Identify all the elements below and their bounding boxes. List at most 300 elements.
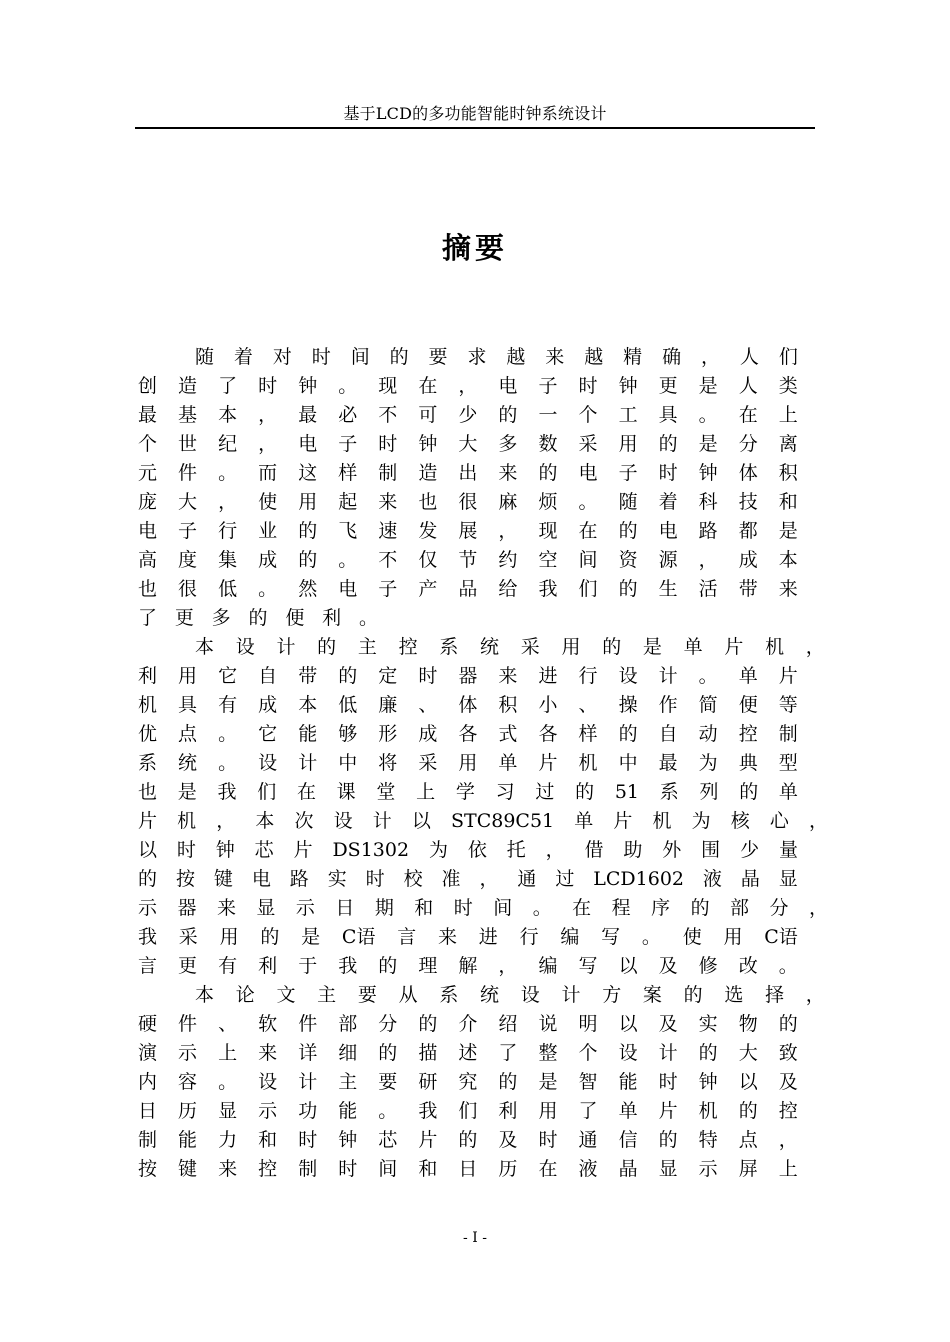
text-token: 少 bbox=[740, 839, 760, 861]
text-token: 液 bbox=[702, 868, 722, 890]
text-token: 设 bbox=[258, 1071, 278, 1093]
text-token: 制 bbox=[378, 462, 398, 484]
text-token: 统 bbox=[480, 636, 500, 658]
text-token: 必 bbox=[338, 404, 358, 426]
text-line bbox=[138, 575, 798, 604]
text-token: 键 bbox=[213, 868, 233, 890]
text-token: 片 bbox=[778, 665, 798, 687]
text-token: 计 bbox=[561, 984, 581, 1006]
text-token: 出 bbox=[458, 462, 478, 484]
text-token: 也 bbox=[138, 578, 158, 600]
text-token: 越 bbox=[584, 346, 604, 368]
text-token: 来 bbox=[778, 578, 798, 600]
text-token: STC89C51 bbox=[451, 810, 555, 832]
text-line bbox=[138, 488, 798, 517]
text-token: 随 bbox=[618, 491, 638, 513]
text-token: 机 bbox=[578, 752, 598, 774]
text-token: 计 bbox=[298, 1071, 318, 1093]
text-token: 产 bbox=[418, 578, 438, 600]
text-token: 电 bbox=[298, 433, 318, 455]
text-line bbox=[138, 1097, 798, 1126]
text-token: 助 bbox=[623, 839, 643, 861]
text-token: 这 bbox=[298, 462, 318, 484]
text-token: 随 bbox=[195, 346, 215, 368]
text-token: 系 bbox=[439, 636, 459, 658]
text-token: 过 bbox=[555, 868, 575, 890]
text-token: 生 bbox=[658, 578, 678, 600]
text-token: 机 bbox=[698, 1100, 718, 1122]
text-token: 大 bbox=[738, 1042, 758, 1064]
text-token: 技 bbox=[738, 491, 758, 513]
text-token: 。 bbox=[532, 897, 552, 919]
text-token: 成 bbox=[258, 549, 278, 571]
text-token: DS1302 bbox=[332, 839, 410, 861]
text-token: 对 bbox=[272, 346, 292, 368]
text-token: 子 bbox=[538, 375, 558, 397]
text-token: 片 bbox=[613, 810, 633, 832]
text-token: 晶 bbox=[740, 868, 760, 890]
text-token: 细 bbox=[338, 1042, 358, 1064]
text-token: 的 bbox=[378, 955, 398, 977]
text-token: 在 bbox=[572, 897, 592, 919]
text-token: 将 bbox=[378, 752, 398, 774]
text-token: 通 bbox=[578, 1129, 598, 1151]
text-token: 件 bbox=[178, 1013, 198, 1035]
text-line bbox=[138, 343, 798, 372]
text-token: 的 bbox=[658, 433, 678, 455]
text-token: LCD1602 bbox=[593, 868, 684, 890]
text-token: 写 bbox=[578, 955, 598, 977]
text-token: 精 bbox=[623, 346, 643, 368]
text-token: ， bbox=[479, 868, 499, 890]
text-token: 样 bbox=[338, 462, 358, 484]
text-token: 片 bbox=[293, 839, 313, 861]
text-token: 个 bbox=[578, 1042, 598, 1064]
header-rule bbox=[135, 127, 815, 129]
text-token: 确 bbox=[662, 346, 682, 368]
text-token: 利 bbox=[322, 607, 342, 629]
text-token: 的 bbox=[658, 1129, 678, 1151]
text-token: 时 bbox=[538, 1129, 558, 1151]
text-token: 过 bbox=[535, 781, 555, 803]
page-title: 摘要 bbox=[441, 231, 508, 265]
text-token: 积 bbox=[778, 462, 798, 484]
text-token: 控 bbox=[258, 1158, 278, 1180]
text-token: 都 bbox=[738, 520, 758, 542]
text-token: 的 bbox=[498, 1071, 518, 1093]
text-token: 从 bbox=[398, 984, 418, 1006]
text-token: 内 bbox=[138, 1071, 158, 1093]
text-token: 时 bbox=[658, 1071, 678, 1093]
text-token: 。 bbox=[218, 752, 238, 774]
text-token: 来 bbox=[498, 665, 518, 687]
text-token: 时 bbox=[378, 433, 398, 455]
text-token: 求 bbox=[467, 346, 487, 368]
text-token: 。 bbox=[218, 1071, 238, 1093]
text-token: 的 bbox=[698, 1042, 718, 1064]
text-token: 体 bbox=[458, 694, 478, 716]
text-token: 51 bbox=[614, 781, 639, 803]
text-token: 的 bbox=[778, 1013, 798, 1035]
text-token: 够 bbox=[338, 723, 358, 745]
text-token: 器 bbox=[177, 897, 197, 919]
text-token: 外 bbox=[662, 839, 682, 861]
text-token: 用 bbox=[618, 433, 638, 455]
text-token: 能 bbox=[178, 1129, 198, 1151]
text-line bbox=[138, 546, 798, 575]
text-token: 力 bbox=[218, 1129, 238, 1151]
text-token: 本 bbox=[298, 694, 318, 716]
text-token: 基 bbox=[178, 404, 198, 426]
text-token: 示 bbox=[295, 897, 315, 919]
text-token: 成 bbox=[258, 694, 278, 716]
text-token: 时 bbox=[258, 375, 278, 397]
text-token: 分 bbox=[378, 1013, 398, 1035]
text-token: 显 bbox=[256, 897, 276, 919]
text-token: 借 bbox=[584, 839, 604, 861]
text-token: 的 bbox=[683, 984, 703, 1006]
text-token: 控 bbox=[738, 723, 758, 745]
text-token: 。 bbox=[338, 549, 358, 571]
text-token: 按 bbox=[175, 868, 195, 890]
text-token: 的 bbox=[298, 549, 318, 571]
text-token: 仅 bbox=[418, 549, 438, 571]
text-token: 资 bbox=[618, 549, 638, 571]
text-token: 描 bbox=[418, 1042, 438, 1064]
text-token: 显 bbox=[778, 868, 798, 890]
text-token: 言 bbox=[138, 955, 158, 977]
text-token: 机 bbox=[177, 810, 197, 832]
text-token: 是 bbox=[698, 433, 718, 455]
text-token: 。 bbox=[358, 607, 378, 629]
text-token: 是 bbox=[698, 375, 718, 397]
text-token: 进 bbox=[538, 665, 558, 687]
text-token: 时 bbox=[311, 346, 331, 368]
abstract-body bbox=[138, 343, 828, 1184]
text-token: 是 bbox=[642, 636, 662, 658]
text-token: 工 bbox=[618, 404, 638, 426]
text-token: 堂 bbox=[376, 781, 396, 803]
text-token: 主 bbox=[357, 636, 377, 658]
text-token: 的 bbox=[458, 1129, 478, 1151]
text-token: 具 bbox=[658, 404, 678, 426]
text-token: 展 bbox=[458, 520, 478, 542]
text-token: 在 bbox=[738, 404, 758, 426]
text-token: 来 bbox=[438, 926, 458, 948]
text-token: 按 bbox=[138, 1158, 158, 1180]
text-line bbox=[138, 604, 378, 633]
text-token: ， bbox=[218, 491, 238, 513]
text-token: 依 bbox=[467, 839, 487, 861]
text-token: 绍 bbox=[498, 1013, 518, 1035]
text-token: 成 bbox=[738, 549, 758, 571]
text-token: 智 bbox=[578, 1071, 598, 1093]
text-token: 择 bbox=[765, 984, 785, 1006]
text-token: 历 bbox=[498, 1158, 518, 1180]
text-token: 不 bbox=[378, 549, 398, 571]
text-token: 的 bbox=[418, 1013, 438, 1035]
text-token: 电 bbox=[338, 578, 358, 600]
text-line bbox=[138, 1068, 798, 1097]
text-token: 来 bbox=[378, 491, 398, 513]
text-token: 用 bbox=[458, 752, 478, 774]
text-token: 的 bbox=[317, 636, 337, 658]
text-token: 论 bbox=[235, 984, 255, 1006]
text-token: 动 bbox=[698, 723, 718, 745]
text-token: 的 bbox=[248, 607, 268, 629]
text-token: 。 bbox=[218, 723, 238, 745]
text-token: 型 bbox=[778, 752, 798, 774]
text-token: 现 bbox=[538, 520, 558, 542]
text-token: 时 bbox=[176, 839, 196, 861]
text-token: 。 bbox=[378, 1100, 398, 1122]
text-token: 统 bbox=[480, 984, 500, 1006]
text-line bbox=[138, 894, 828, 923]
text-token: 为 bbox=[428, 839, 448, 861]
text-token: 计 bbox=[372, 810, 392, 832]
text-token: 的 bbox=[618, 578, 638, 600]
text-token: 少 bbox=[458, 404, 478, 426]
text-token: 着 bbox=[658, 491, 678, 513]
text-token: 历 bbox=[178, 1100, 198, 1122]
text-token: 的 bbox=[602, 636, 622, 658]
text-token: 的 bbox=[575, 781, 595, 803]
text-token: 廉 bbox=[378, 694, 398, 716]
text-token: 采 bbox=[178, 926, 198, 948]
text-token: 主 bbox=[317, 984, 337, 1006]
text-token: 时 bbox=[453, 897, 473, 919]
text-token: 钟 bbox=[618, 375, 638, 397]
text-token: 数 bbox=[538, 433, 558, 455]
text-token: 片 bbox=[418, 1129, 438, 1151]
text-token: 定 bbox=[378, 665, 398, 687]
text-token: 统 bbox=[178, 752, 198, 774]
text-token: 它 bbox=[258, 723, 278, 745]
text-token: ， bbox=[498, 955, 518, 977]
text-token: 实 bbox=[327, 868, 347, 890]
text-token: 便 bbox=[285, 607, 305, 629]
text-token: 高 bbox=[138, 549, 158, 571]
text-token: 为 bbox=[691, 810, 711, 832]
text-token: 于 bbox=[298, 955, 318, 977]
text-token: 理 bbox=[418, 955, 438, 977]
text-token: 的 bbox=[498, 404, 518, 426]
text-token: 世 bbox=[178, 433, 198, 455]
text-token: 改 bbox=[738, 955, 758, 977]
text-token: 要 bbox=[378, 1071, 398, 1093]
text-token: 计 bbox=[658, 665, 678, 687]
text-token: 部 bbox=[730, 897, 750, 919]
text-token: 日 bbox=[335, 897, 355, 919]
text-token: 的 bbox=[618, 520, 638, 542]
text-token: 要 bbox=[428, 346, 448, 368]
text-token: 间 bbox=[578, 549, 598, 571]
text-token: 我 bbox=[418, 1100, 438, 1122]
text-token: 人 bbox=[739, 346, 759, 368]
text-token: 用 bbox=[178, 665, 198, 687]
text-token: 计 bbox=[298, 752, 318, 774]
text-token: 起 bbox=[338, 491, 358, 513]
text-token: 核 bbox=[730, 810, 750, 832]
text-line bbox=[138, 401, 798, 430]
text-token: 子 bbox=[178, 520, 198, 542]
text-token: 进 bbox=[478, 926, 498, 948]
text-token: 述 bbox=[458, 1042, 478, 1064]
text-token: 也 bbox=[418, 491, 438, 513]
text-line bbox=[138, 1126, 798, 1155]
text-token: 点 bbox=[738, 1129, 758, 1151]
text-token: 钟 bbox=[698, 462, 718, 484]
text-token: 了 bbox=[138, 607, 158, 629]
text-token: 来 bbox=[258, 1042, 278, 1064]
text-token: 有 bbox=[218, 955, 238, 977]
text-token: 列 bbox=[699, 781, 719, 803]
text-token: 发 bbox=[418, 520, 438, 542]
text-token: 及 bbox=[658, 955, 678, 977]
text-token: 的 bbox=[338, 665, 358, 687]
text-token: 选 bbox=[724, 984, 744, 1006]
text-token: 示 bbox=[698, 1158, 718, 1180]
text-token: 及 bbox=[498, 1129, 518, 1151]
text-token: 序 bbox=[651, 897, 671, 919]
text-token: 系 bbox=[659, 781, 679, 803]
text-token: 以 bbox=[618, 955, 638, 977]
text-token: 机 bbox=[652, 810, 672, 832]
text-token: ， bbox=[458, 375, 478, 397]
text-line bbox=[138, 517, 798, 546]
text-token: 个 bbox=[138, 433, 158, 455]
text-token: 用 bbox=[561, 636, 581, 658]
text-line bbox=[138, 778, 798, 807]
text-token: 及 bbox=[658, 1013, 678, 1035]
text-token: 能 bbox=[618, 1071, 638, 1093]
text-token: 片 bbox=[138, 810, 158, 832]
text-token: 次 bbox=[294, 810, 314, 832]
text-token: 使 bbox=[682, 926, 702, 948]
text-token: 业 bbox=[258, 520, 278, 542]
text-token: 片 bbox=[538, 752, 558, 774]
text-token: 很 bbox=[458, 491, 478, 513]
text-token: 而 bbox=[258, 462, 278, 484]
text-token: 片 bbox=[724, 636, 744, 658]
text-token: 控 bbox=[398, 636, 418, 658]
text-token: 设 bbox=[333, 810, 353, 832]
text-token: 详 bbox=[298, 1042, 318, 1064]
text-line bbox=[138, 1010, 798, 1039]
text-line bbox=[138, 430, 798, 459]
text-token: 低 bbox=[338, 694, 358, 716]
text-token: 。 bbox=[258, 578, 278, 600]
text-token: 庞 bbox=[138, 491, 158, 513]
text-line bbox=[138, 1155, 798, 1184]
text-token: 言 bbox=[397, 926, 417, 948]
text-token: 子 bbox=[618, 462, 638, 484]
text-line bbox=[138, 459, 798, 488]
text-token: 钟 bbox=[215, 839, 235, 861]
text-token: 样 bbox=[578, 723, 598, 745]
text-token: 时 bbox=[578, 375, 598, 397]
text-token: 设 bbox=[258, 752, 278, 774]
text-token: 类 bbox=[778, 375, 798, 397]
text-token: 器 bbox=[458, 665, 478, 687]
text-token: 系 bbox=[138, 752, 158, 774]
text-token: 上 bbox=[218, 1042, 238, 1064]
text-token: 更 bbox=[174, 607, 194, 629]
text-token: 课 bbox=[336, 781, 356, 803]
text-token: 采 bbox=[418, 752, 438, 774]
text-token: 校 bbox=[403, 868, 423, 890]
text-token: 了 bbox=[218, 375, 238, 397]
text-token: ， bbox=[808, 810, 828, 832]
text-token: 本 bbox=[778, 549, 798, 571]
text-token: 分 bbox=[769, 897, 789, 919]
text-token: 演 bbox=[138, 1042, 158, 1064]
text-token: 容 bbox=[178, 1071, 198, 1093]
text-token: 能 bbox=[338, 1100, 358, 1122]
text-token: 的 bbox=[378, 1042, 398, 1064]
text-token: 活 bbox=[698, 578, 718, 600]
text-token: 部 bbox=[338, 1013, 358, 1035]
text-token: 制 bbox=[298, 1158, 318, 1180]
text-token: 。 bbox=[578, 491, 598, 513]
text-token: 多 bbox=[211, 607, 231, 629]
text-token: 品 bbox=[458, 578, 478, 600]
text-token: 能 bbox=[298, 723, 318, 745]
text-token: 现 bbox=[378, 375, 398, 397]
text-token: 用 bbox=[723, 926, 743, 948]
text-token: 行 bbox=[519, 926, 539, 948]
text-token: ， bbox=[808, 897, 828, 919]
text-line bbox=[138, 981, 825, 1010]
text-token: 们 bbox=[458, 1100, 478, 1122]
text-token: 一 bbox=[538, 404, 558, 426]
text-token: 麻 bbox=[498, 491, 518, 513]
text-token: 了 bbox=[578, 1100, 598, 1122]
text-token: 机 bbox=[765, 636, 785, 658]
text-token: 便 bbox=[738, 694, 758, 716]
text-token: ， bbox=[700, 346, 720, 368]
text-token: 示 bbox=[178, 1042, 198, 1064]
text-token: 度 bbox=[178, 549, 198, 571]
text-token: 时 bbox=[658, 462, 678, 484]
text-token: 日 bbox=[458, 1158, 478, 1180]
text-token: 不 bbox=[378, 404, 398, 426]
text-token: 们 bbox=[578, 578, 598, 600]
text-token: 方 bbox=[602, 984, 622, 1006]
text-token: 带 bbox=[738, 578, 758, 600]
text-token: 信 bbox=[618, 1129, 638, 1151]
text-token: 间 bbox=[493, 897, 513, 919]
text-token: 采 bbox=[520, 636, 540, 658]
text-token: 上 bbox=[778, 404, 798, 426]
text-token: 单 bbox=[683, 636, 703, 658]
text-token: 屏 bbox=[738, 1158, 758, 1180]
text-token: 控 bbox=[778, 1100, 798, 1122]
text-token: ， bbox=[545, 839, 565, 861]
text-token: 制 bbox=[778, 723, 798, 745]
text-token: 和 bbox=[418, 1158, 438, 1180]
text-token: 托 bbox=[506, 839, 526, 861]
text-token: 硬 bbox=[138, 1013, 158, 1035]
text-token: 介 bbox=[458, 1013, 478, 1035]
text-token: 具 bbox=[178, 694, 198, 716]
text-token: 系 bbox=[439, 984, 459, 1006]
text-token: 围 bbox=[701, 839, 721, 861]
text-token: 本 bbox=[218, 404, 238, 426]
text-token: 和 bbox=[778, 491, 798, 513]
text-token: 上 bbox=[416, 781, 436, 803]
text-token: 了 bbox=[498, 1042, 518, 1064]
